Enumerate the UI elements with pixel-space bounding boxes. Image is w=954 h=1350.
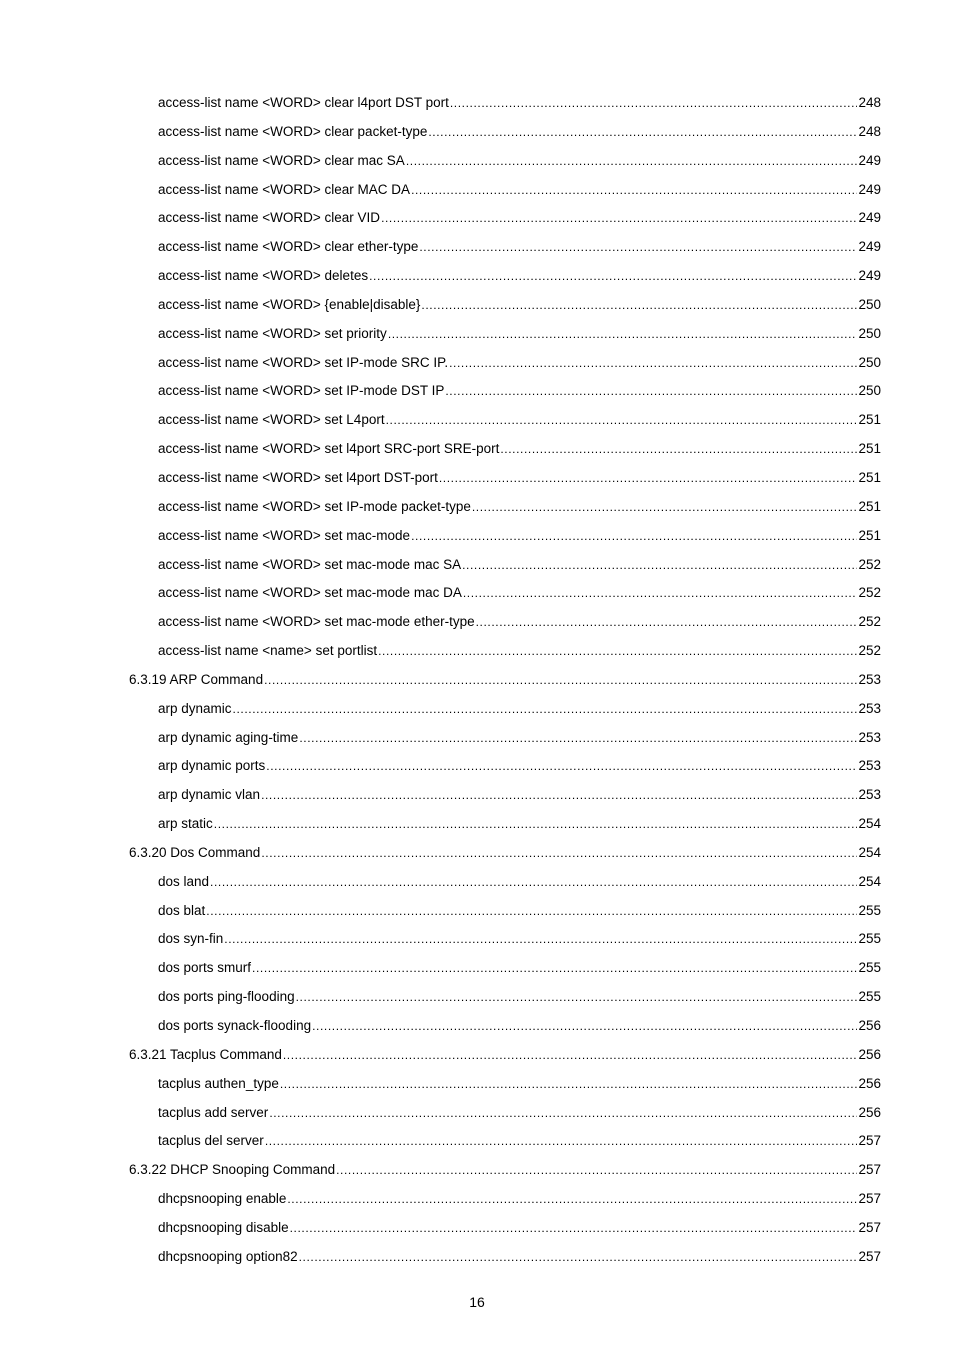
- toc-dot-leader: [296, 983, 858, 1012]
- toc-entry-title: dos ports smurf: [158, 960, 252, 976]
- toc-entry[interactable]: [0, 89, 954, 118]
- toc-entry[interactable]: [0, 349, 954, 378]
- toc-entry-row: [158, 752, 881, 781]
- toc-dot-leader: [224, 925, 857, 954]
- toc-entry-page: 249: [858, 152, 881, 168]
- toc-dot-leader: [336, 1156, 857, 1185]
- toc-dot-leader: [411, 522, 857, 551]
- toc-entry-row: [158, 810, 881, 839]
- toc-entry-page: 254: [858, 844, 881, 860]
- toc-dot-leader: [445, 377, 857, 406]
- toc-entry-page: 251: [858, 498, 881, 514]
- toc-entry[interactable]: [0, 551, 954, 580]
- toc-entry-row: [158, 377, 881, 406]
- toc-entry-row: [158, 954, 881, 983]
- toc-entry-title: 6.3.20 Dos Command: [129, 844, 261, 860]
- toc-entry-title: access-list name <WORD> set mac-mode: [158, 527, 411, 543]
- toc-entry-page: 253: [858, 729, 881, 745]
- toc-entry-title: access-list name <WORD> set l4port DST-port: [158, 469, 438, 485]
- toc-entry-page: 251: [858, 469, 881, 485]
- toc-entry-page: 255: [858, 989, 881, 1005]
- toc-dot-leader: [439, 464, 858, 493]
- toc-entry-title: tacplus add server: [158, 1104, 269, 1120]
- toc-entry[interactable]: [0, 118, 954, 147]
- toc-entry-row: [158, 1099, 881, 1128]
- toc-entry-page: 248: [858, 123, 881, 139]
- toc-dot-leader: [214, 810, 858, 839]
- toc-entry-page: 251: [858, 412, 881, 428]
- toc-entry[interactable]: [0, 781, 954, 810]
- toc-entry-title: dhcpsnooping option82: [158, 1248, 298, 1264]
- toc-entry-page: 249: [858, 268, 881, 284]
- toc-dot-leader: [290, 1214, 858, 1243]
- toc-entry-page: 255: [858, 931, 881, 947]
- toc-entry-row: [158, 464, 881, 493]
- toc-entry-row: [129, 666, 881, 695]
- toc-entry-title: dos ports ping-flooding: [158, 989, 295, 1005]
- toc-entry-title: arp dynamic vlan: [158, 787, 261, 803]
- toc-entry-page: 253: [858, 758, 881, 774]
- toc-entry-title: arp dynamic ports: [158, 758, 266, 774]
- toc-entry[interactable]: [0, 579, 954, 608]
- toc-entry-row: [158, 406, 881, 435]
- toc-entry[interactable]: [0, 752, 954, 781]
- toc-dot-leader: [462, 551, 857, 580]
- toc-dot-leader: [411, 176, 857, 205]
- toc-entry-row: [158, 1214, 881, 1243]
- toc-dot-leader: [419, 233, 857, 262]
- toc-entry-title: access-list name <WORD> set mac-mode ether-type: [158, 614, 475, 630]
- toc-entry-title: access-list name <WORD> set IP-mode DST IP: [158, 383, 445, 399]
- toc-entry[interactable]: [0, 983, 954, 1012]
- toc-entry-page: 257: [858, 1219, 881, 1235]
- toc-entry-row: [158, 147, 881, 176]
- toc-dot-leader: [206, 897, 857, 926]
- toc-entry-row: [158, 897, 881, 926]
- toc-entry-row: [158, 695, 881, 724]
- toc-entry[interactable]: [0, 954, 954, 983]
- toc-entry-page: 253: [858, 787, 881, 803]
- toc-entry-row: [129, 1041, 881, 1070]
- toc-entry-title: access-list name <WORD> set L4port: [158, 412, 385, 428]
- toc-entry-row: [158, 724, 881, 753]
- toc-entry-row: [158, 925, 881, 954]
- toc-entry-page: 255: [858, 902, 881, 918]
- toc-dot-leader: [299, 1243, 858, 1272]
- toc-entry-page: 250: [858, 296, 881, 312]
- toc-entry[interactable]: [0, 1185, 954, 1214]
- toc-entry-title: arp static: [158, 816, 213, 832]
- toc-entry-title: 6.3.22 DHCP Snooping Command: [129, 1162, 336, 1178]
- toc-dot-leader: [369, 262, 857, 291]
- toc-entry-title: access-list name <WORD> clear MAC DA: [158, 181, 411, 197]
- toc-entry-title: access-list name <WORD> set IP-mode packet-type: [158, 498, 471, 514]
- toc-entry-row: [158, 118, 881, 147]
- toc-entry[interactable]: [0, 262, 954, 291]
- toc-dot-leader: [472, 493, 858, 522]
- toc-dot-leader: [500, 435, 857, 464]
- toc-entry-title: arp dynamic: [158, 700, 232, 716]
- toc-entry[interactable]: [0, 1214, 954, 1243]
- toc-entry-page: 250: [858, 354, 881, 370]
- toc-entry-page: 248: [858, 95, 881, 110]
- toc-entry[interactable]: [0, 377, 954, 406]
- toc-entry[interactable]: [0, 320, 954, 349]
- toc-entry[interactable]: [0, 724, 954, 753]
- toc-dot-leader: [210, 868, 857, 897]
- toc-entry-page: 253: [858, 671, 881, 687]
- toc-entry-row: [158, 204, 881, 233]
- toc-entry-row: [158, 551, 881, 580]
- toc-entry-page: 257: [858, 1133, 881, 1149]
- toc-entry-title: access-list name <WORD> set mac-mode mac SA: [158, 556, 462, 572]
- toc-entry[interactable]: [0, 637, 954, 666]
- toc-dot-leader: [421, 291, 857, 320]
- toc-entry-page: 251: [858, 527, 881, 543]
- toc-entry[interactable]: [0, 233, 954, 262]
- toc-entry-title: dos ports synack-flooding: [158, 1018, 312, 1033]
- toc-entry-page: 249: [858, 239, 881, 255]
- toc-entry[interactable]: [0, 464, 954, 493]
- toc-dot-leader: [233, 695, 858, 724]
- toc-entry-title: access-list name <WORD> set l4port SRC-port SRE-port: [158, 441, 500, 457]
- toc-dot-leader: [261, 839, 857, 868]
- toc-entry-row: [129, 839, 881, 868]
- toc-entry-title: access-list name <WORD> clear mac SA: [158, 152, 405, 168]
- toc-entry-row: [158, 522, 881, 551]
- toc-entry-row: [158, 176, 881, 205]
- toc-section-entry[interactable]: [0, 666, 954, 695]
- toc-dot-leader: [463, 579, 858, 608]
- toc-entry-page: 252: [858, 585, 881, 601]
- toc-entry-page: 256: [858, 1018, 881, 1033]
- toc-entry-row: [158, 637, 881, 666]
- toc-entry-row: [158, 262, 881, 291]
- toc-dot-leader: [261, 781, 857, 810]
- toc-dot-leader: [264, 666, 857, 695]
- toc-entry-page: 256: [858, 1075, 881, 1091]
- toc-entry-title: access-list name <WORD> set mac-mode mac DA: [158, 585, 462, 601]
- toc-entry-page: 251: [858, 441, 881, 457]
- page-number: 16: [469, 1294, 485, 1310]
- toc-dot-leader: [299, 724, 857, 753]
- toc-entry-page: 252: [858, 556, 881, 572]
- toc-entry[interactable]: [0, 695, 954, 724]
- toc-entry-page: 254: [858, 816, 881, 832]
- toc-entry-page: 256: [858, 1046, 881, 1062]
- toc-entry-row: [158, 493, 881, 522]
- toc-dot-leader: [287, 1185, 857, 1214]
- toc-entry-title: access-list name <WORD> deletes: [158, 268, 369, 284]
- toc-entry-page: 254: [858, 873, 881, 889]
- toc-entry-row: [158, 868, 881, 897]
- toc-entry-row: [158, 608, 881, 637]
- toc-entry-title: access-list name <WORD> set priority: [158, 325, 387, 341]
- toc-entry-row: [158, 983, 881, 1012]
- toc-entry[interactable]: [0, 204, 954, 233]
- toc-entry-row: [158, 1070, 881, 1099]
- toc-entry[interactable]: [0, 925, 954, 954]
- toc-dot-leader: [406, 147, 858, 176]
- toc-dot-leader: [449, 349, 857, 378]
- toc-dot-leader: [381, 204, 857, 233]
- toc-entry-title: dhcpsnooping enable: [158, 1191, 287, 1207]
- toc-entry-page: 249: [858, 210, 881, 226]
- toc-entry[interactable]: [0, 291, 954, 320]
- toc-entry-title: arp dynamic aging-time: [158, 729, 299, 745]
- toc-entry-page: 257: [858, 1248, 881, 1264]
- toc-entry-title: dos syn-fin: [158, 931, 224, 947]
- toc-entry-title: dos blat: [158, 902, 206, 918]
- toc-entry-title: access-list name <WORD> clear VID: [158, 210, 381, 226]
- toc-entry-page: 255: [858, 960, 881, 976]
- toc-dot-leader: [450, 89, 858, 118]
- toc-entry-row: [158, 291, 881, 320]
- toc-entry[interactable]: [0, 868, 954, 897]
- toc-entry-page: 257: [858, 1191, 881, 1207]
- toc-entry[interactable]: [0, 608, 954, 637]
- toc-entry-row: [158, 89, 881, 118]
- toc-entry[interactable]: [0, 1070, 954, 1099]
- toc-entry-title: access-list name <WORD> set IP-mode SRC IP.: [158, 354, 449, 370]
- toc-entry[interactable]: [0, 493, 954, 522]
- toc-dot-leader: [428, 118, 857, 147]
- toc-entry[interactable]: [0, 1012, 954, 1041]
- toc-dot-leader: [386, 406, 858, 435]
- toc-entry[interactable]: [0, 176, 954, 205]
- toc-entry-title: access-list name <WORD> {enable|disable}: [158, 296, 421, 312]
- toc-entry-row: [158, 579, 881, 608]
- toc-entry-title: dhcpsnooping disable: [158, 1219, 289, 1235]
- toc-entry[interactable]: [0, 1099, 954, 1128]
- toc-entry-title: tacplus del server: [158, 1133, 264, 1149]
- toc-dot-leader: [476, 608, 858, 637]
- toc-entry-page: 250: [858, 383, 881, 399]
- toc-entry[interactable]: [0, 897, 954, 926]
- toc-entry[interactable]: [0, 147, 954, 176]
- toc-entry[interactable]: [0, 1243, 954, 1272]
- toc-entry[interactable]: [0, 406, 954, 435]
- toc-dot-leader: [265, 1127, 858, 1156]
- toc-entry[interactable]: [0, 435, 954, 464]
- toc-entry[interactable]: [0, 810, 954, 839]
- toc-entry-row: [158, 1243, 881, 1272]
- toc-entry-row: [158, 349, 881, 378]
- toc-entry-page: 256: [858, 1104, 881, 1120]
- toc-dot-leader: [312, 1012, 857, 1041]
- toc-entry-title: access-list name <name> set portlist: [158, 643, 378, 659]
- toc-entry-title: tacplus authen_type: [158, 1075, 279, 1091]
- toc-entry-title: access-list name <WORD> clear packet-type: [158, 123, 428, 139]
- toc-entry-row: [158, 1012, 881, 1041]
- toc-dot-leader: [269, 1099, 857, 1128]
- toc-dot-leader: [266, 752, 857, 781]
- toc-entry[interactable]: [0, 522, 954, 551]
- toc-section-entry[interactable]: [0, 1041, 954, 1070]
- toc-entry-page: 257: [858, 1162, 881, 1178]
- toc-dot-leader: [388, 320, 858, 349]
- toc-entry-page: 250: [858, 325, 881, 341]
- toc-entry-title: 6.3.21 Tacplus Command: [129, 1046, 282, 1062]
- toc-entry-page: 252: [858, 614, 881, 630]
- toc-dot-leader: [283, 1041, 858, 1070]
- toc-entry[interactable]: [0, 1127, 954, 1156]
- toc-dot-leader: [378, 637, 857, 666]
- toc-entry-title: 6.3.19 ARP Command: [129, 671, 264, 687]
- toc-entry-title: access-list name <WORD> clear ether-type: [158, 239, 419, 255]
- toc-entry-page: 253: [858, 700, 881, 716]
- toc-entry-row: [158, 233, 881, 262]
- toc-entry-row: [158, 1185, 881, 1214]
- toc-entry-row: [129, 1156, 881, 1185]
- toc-dot-leader: [280, 1070, 858, 1099]
- toc-entry-title: dos land: [158, 873, 210, 889]
- toc-entry-page: 252: [858, 643, 881, 659]
- toc-dot-leader: [252, 954, 857, 983]
- table-of-contents: [0, 89, 954, 1272]
- toc-entry-row: [158, 435, 881, 464]
- toc-entry-page: 249: [858, 181, 881, 197]
- toc-entry-row: [158, 1127, 881, 1156]
- toc-entry-row: [158, 781, 881, 810]
- toc-entry-row: [158, 320, 881, 349]
- toc-section-entry[interactable]: [0, 839, 954, 868]
- toc-section-entry[interactable]: [0, 1156, 954, 1185]
- toc-entry-title: access-list name <WORD> clear l4port DST port: [158, 95, 449, 110]
